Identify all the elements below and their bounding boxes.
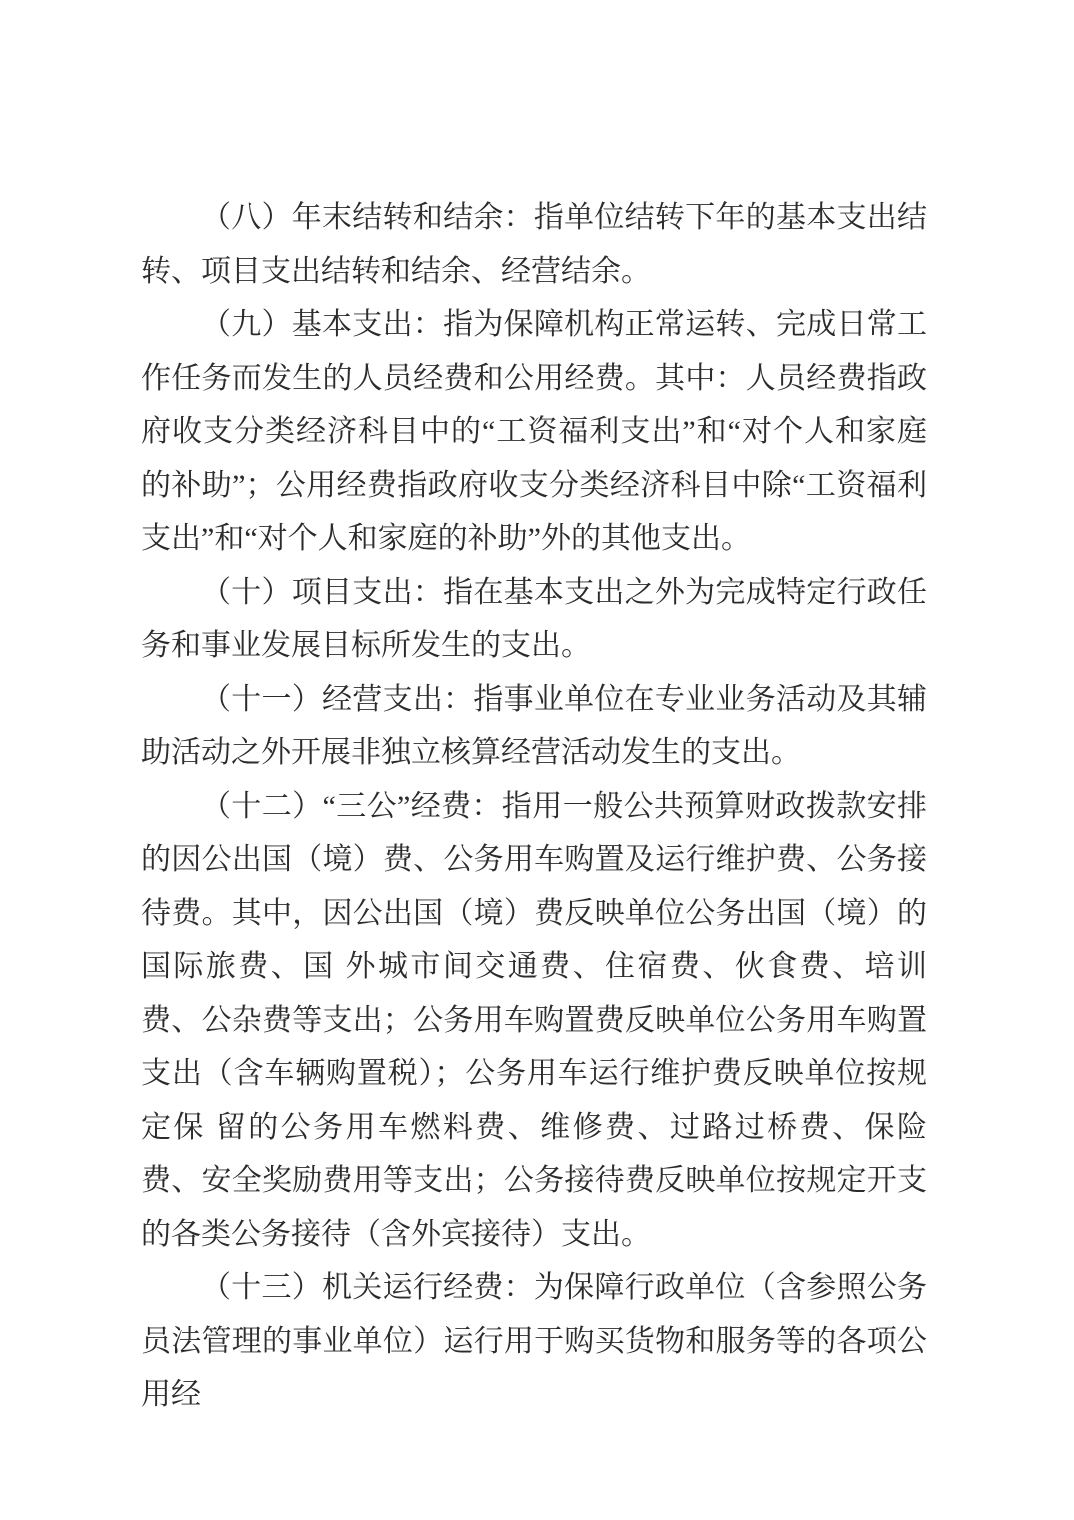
paragraph-item-12: （十二）“三公”经费：指用一般公共预算财政拨款安排的因公出国（境）费、公务用车购置及运行维护费、公务接待费。其中，因公出国（境）费反映单位公务出国（境）的国际旅费、国 外城市间交通费、住宿费、伙食费、培训费、公杂费等支出；公务用车购置费反映单位公务用车购置支出（含车辆购置税）；公务用车运行维护费反映单位按规定保 留的公务用车燃料费、维修费、过路过桥费、保险费、安全奖励费用等支出；公务接待费反映单位按规定开支的各类公务接待（含外宾接待）支出。 <box>141 789 927 1251</box>
paragraph-item-8: （八）年末结转和结余：指单位结转下年的基本支出结转、项目支出结转和结余、经营结余。 <box>141 201 927 288</box>
paragraph-item-13: （十三）机关运行经费：为保障行政单位（含参照公务员法管理的事业单位）运行用于购买货物和服务等的各项公用经 <box>141 1271 927 1411</box>
paragraph-item-10: （十）项目支出：指在基本支出之外为完成特定行政任务和事业发展目标所发生的支出。 <box>141 575 927 662</box>
document-body <box>141 191 927 1422</box>
paragraph-item-11: （十一）经营支出：指事业单位在专业业务活动及其辅助活动之外开展非独立核算经营活动发生的支出。 <box>141 682 927 769</box>
paragraph-item-9: （九）基本支出：指为保障机构正常运转、完成日常工作任务而发生的人员经费和公用经费。其中：人员经费指政府收支分类经济科目中的“工资福利支出”和“对个人和家庭的补助”；公用经费指政府收支分类经济科目中除“工资福利支出”和“对个人和家庭的补助”外的其他支出。 <box>141 308 927 555</box>
